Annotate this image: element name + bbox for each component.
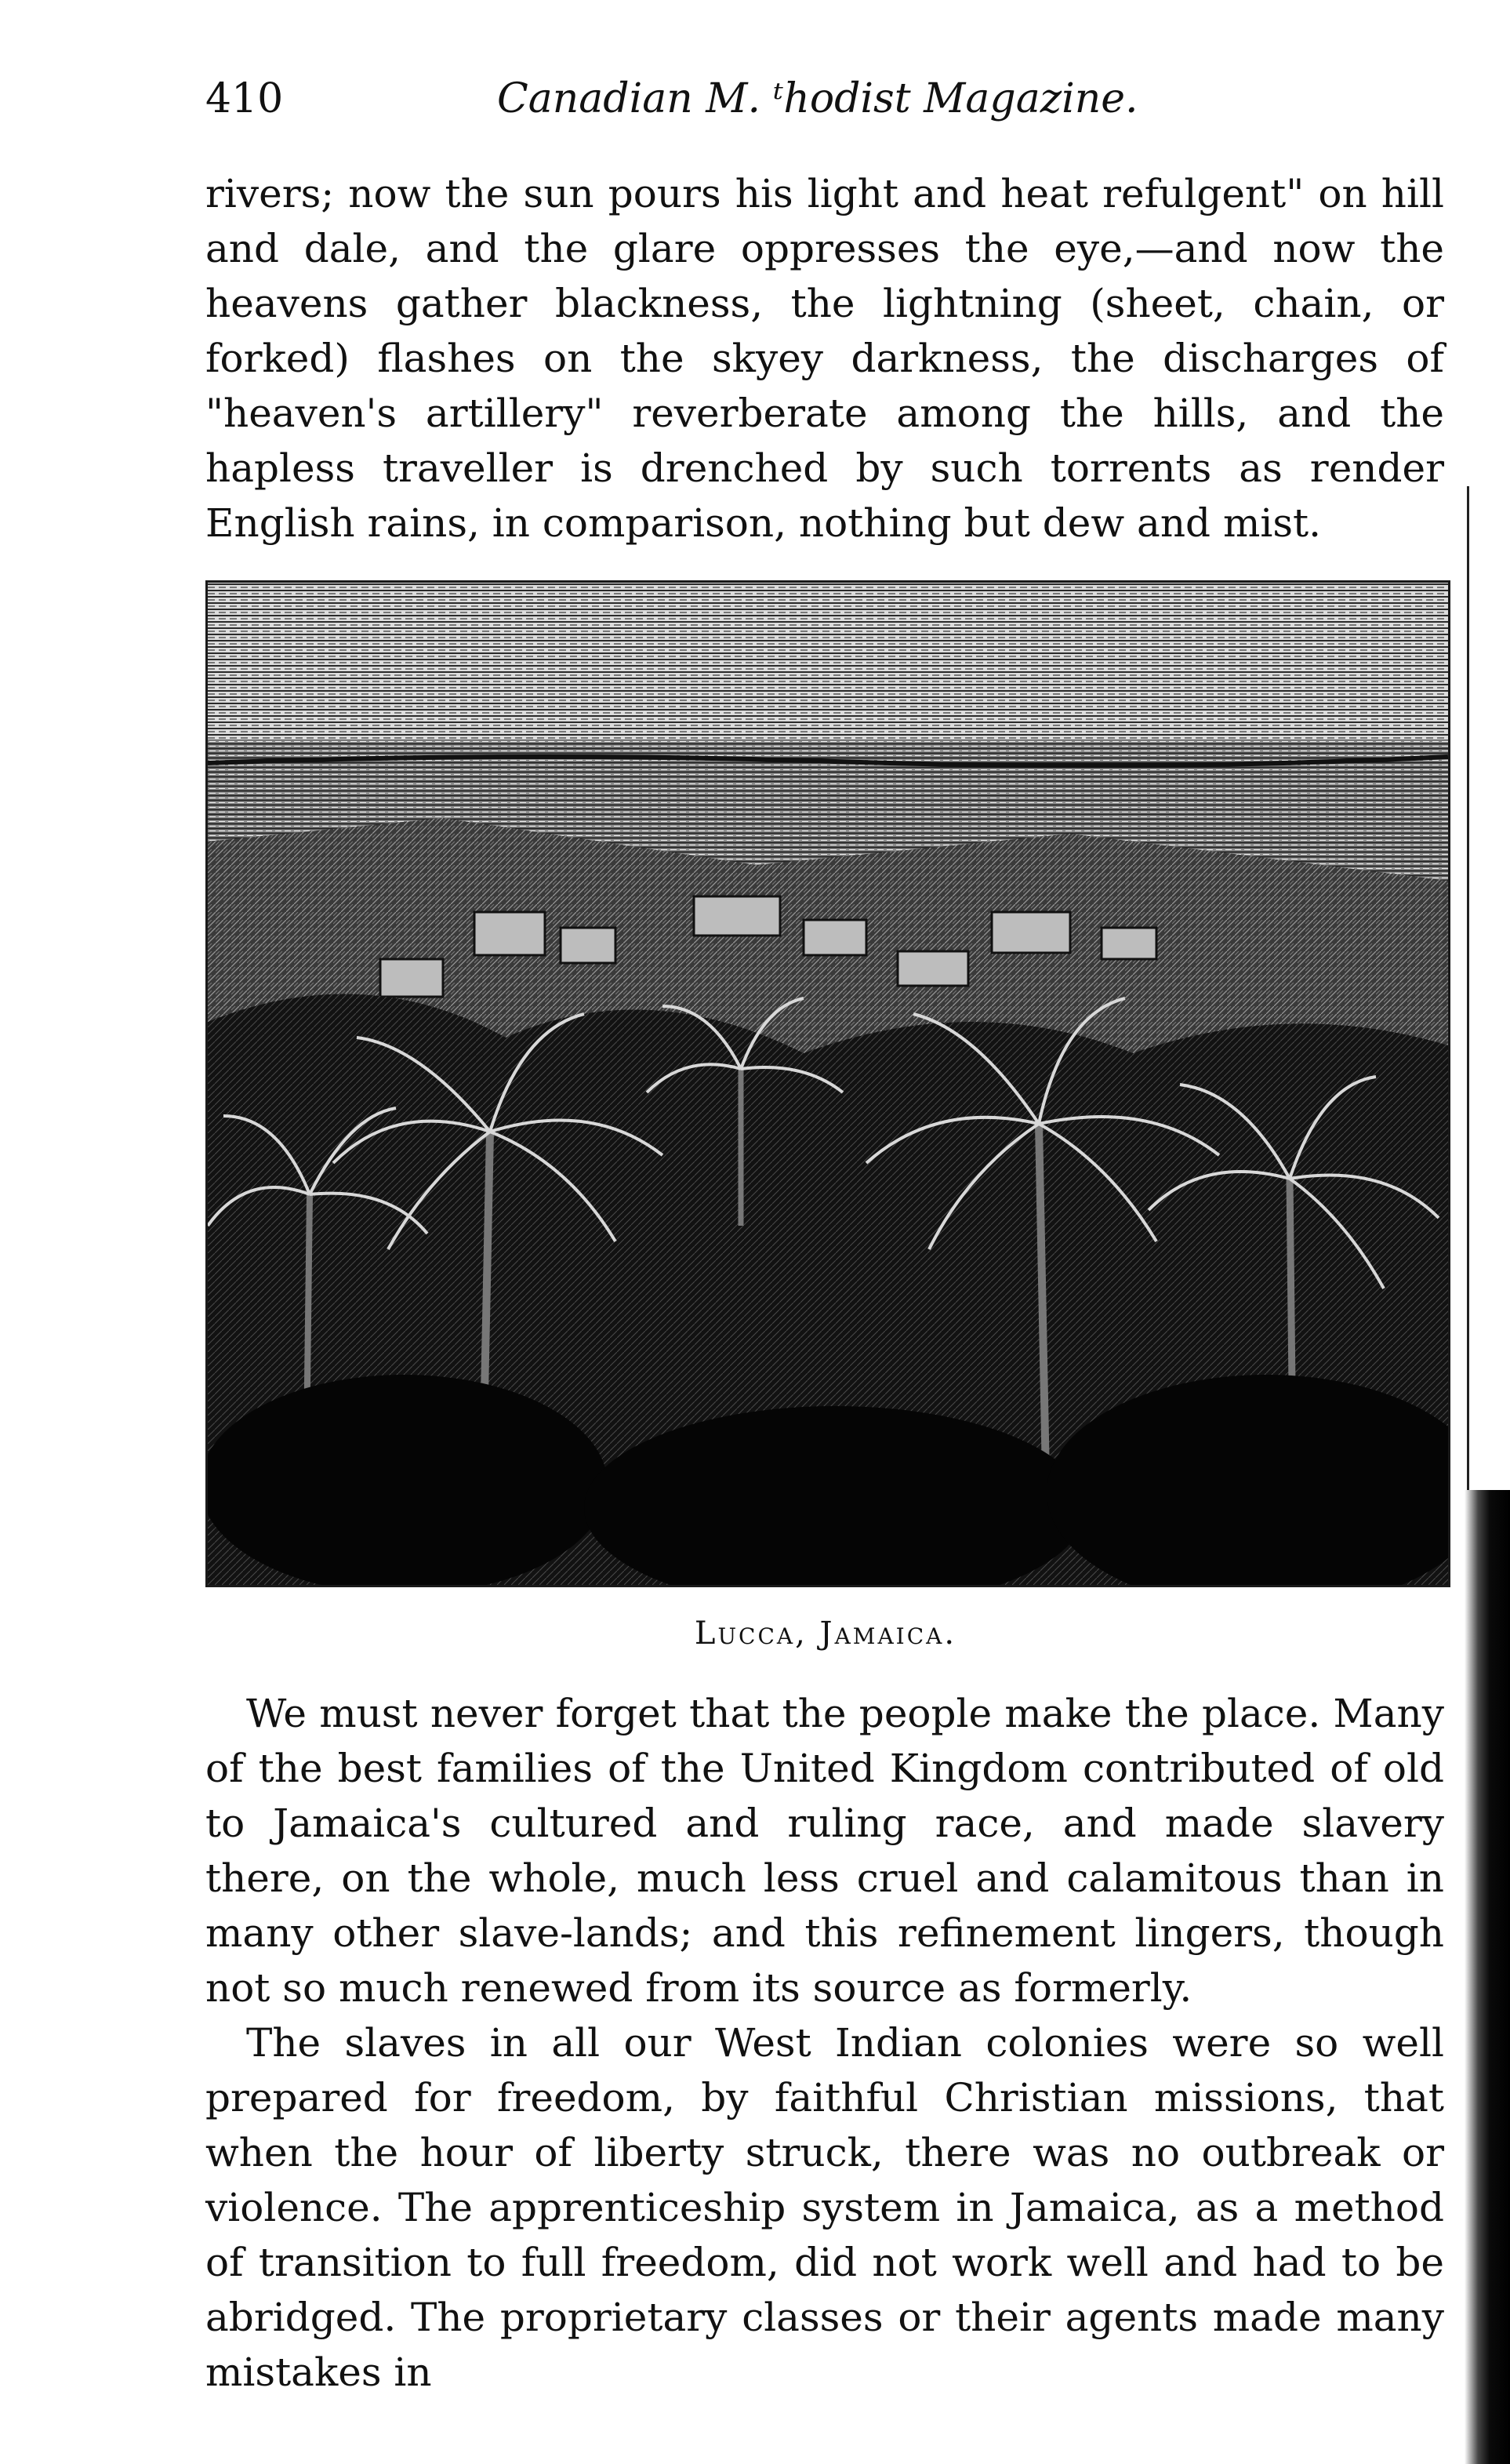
- harbor-landscape-engraving: [208, 583, 1448, 1585]
- top-text-block: [205, 166, 1444, 551]
- binding-shadow: [1465, 1490, 1510, 2464]
- engraving-illustration: [205, 580, 1450, 1587]
- running-header: [205, 75, 1256, 138]
- page-edge-line: [1467, 486, 1469, 1506]
- continued-paragraph: rivers; now the sun pours his light and heat refulgent" on hill and dale, and the glare oppresses the eye,—and now the heavens gather blackness, the lightning (sheet, chain, or forked) flashes on the skyey darkness, the discharges of "heaven's artillery" reverberate among the hills, and the hapless traveller is drenched by such torrents as render English rains, in comparison, nothing but dew and mist.: [205, 171, 1444, 546]
- page-number: 410: [205, 75, 284, 122]
- body-paragraph: We must never forget that the people make the place. Many of the best families of the United Kingdom contributed of old to Jamaica's cultured and ruling race, and made slavery there, on the whole, much less cruel and calamitous than in many other slave-lands; and this refinement lingers, though not so much renewed from its source as formerly.: [205, 1691, 1444, 2011]
- sky-area: [208, 583, 1448, 740]
- journal-title: Canadian M. ᵗhodist Magazine.: [497, 75, 1138, 122]
- foreground-shrubs: [208, 1375, 1448, 1585]
- figure-caption: Lucca, Jamaica.: [694, 1615, 957, 1652]
- bottom-text-block: [205, 1686, 1444, 2400]
- body-paragraph: The slaves in all our West Indian colonies were so well prepared for freedom, by faithful Christian missions, that when the hour of liberty struck, there was no outbreak or violence. The apprenticeship system in Jamaica, as a method of transition to full freedom, did not work well and had to be abridged. The proprietary classes or their agents made many mistakes in: [205, 2020, 1444, 2395]
